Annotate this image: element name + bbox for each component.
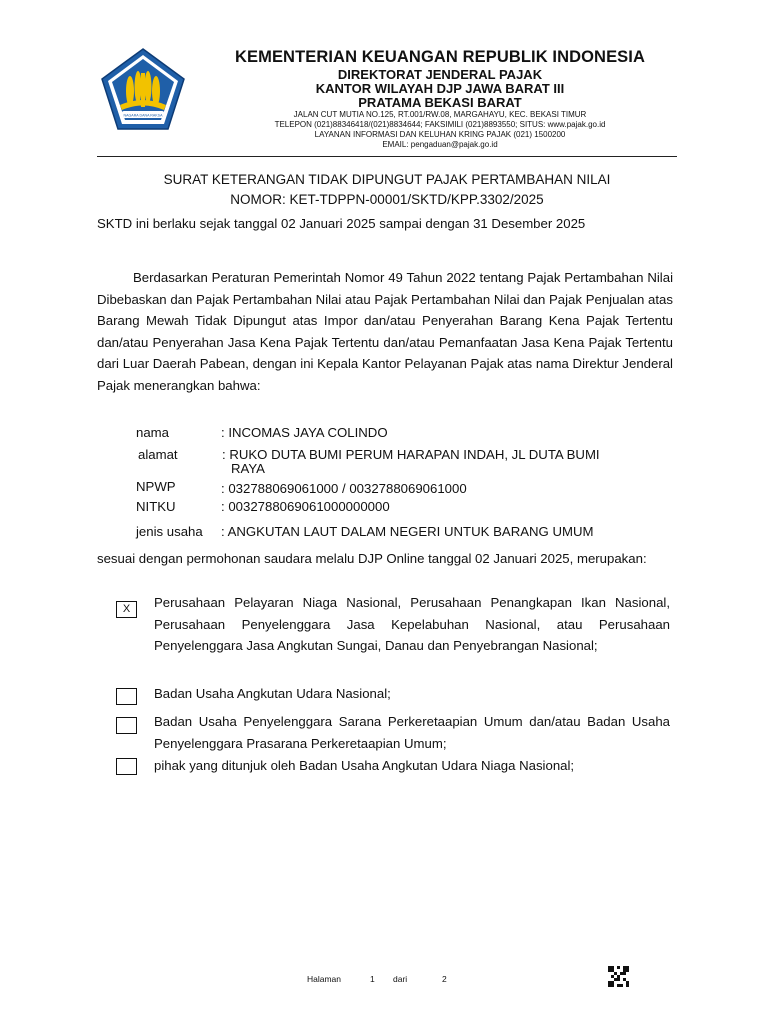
footer-page-label: Halaman: [307, 974, 342, 984]
footer-page-total: 2: [442, 974, 447, 984]
footer-page-number: 1: [370, 974, 375, 984]
option-checkbox-4[interactable]: [116, 758, 137, 775]
alamat-value: : RUKO DUTA BUMI PERUM HARAPAN INDAH, JL DUTA BUMI: [222, 447, 600, 462]
alamat-label: alamat: [138, 447, 178, 462]
ministry-logo: [100, 47, 186, 133]
header-divider: [97, 156, 677, 157]
header-regional-office: KANTOR WILAYAH DJP JAWA BARAT III: [315, 81, 565, 96]
alamat-value-line2: RAYA: [231, 461, 265, 476]
option-text-3: Badan Usaha Penyelenggara Sarana Perkeretaapian Umum dan/atau Badan Usaha Penyelenggara Prasarana Perkeretaapian Umum;: [154, 714, 670, 751]
nama-value: : INCOMAS JAYA COLINDO: [221, 425, 388, 440]
request-text: sesuai dengan permohonan saudara melalu DJP Online tanggal 02 Januari 2025, merupakan:: [97, 551, 647, 566]
nitku-label: NITKU: [136, 499, 176, 514]
header-address: JALAN CUT MUTIA NO.125, RT.001/RW.08, MARGAHAYU, KEC. BEKASI TIMUR: [293, 110, 587, 119]
option-checkbox-2[interactable]: [116, 688, 137, 705]
option-checkbox-3[interactable]: [116, 717, 137, 734]
jenis-usaha-label: jenis usaha: [136, 524, 203, 539]
legal-basis-paragraph: Berdasarkan Peraturan Pemerintah Nomor 49 Tahun 2022 tentang Pajak Pertambahan Nilai Dibebaskan dan Pajak Pertambahan Nilai atau Pajak Pertambahan Nilai dan Pajak Penjualan atas Barang Mewah Tidak Dipungut atas Impor dan/atau Penyerahan Barang Kena Pajak Tertentu dan/atau Penyerahan Jasa Kena Pajak Tertentu dan/atau Pemanfaatan Jasa Kena Pajak Tertentu dari Luar Daerah Pabean, dengan ini Kepala Kantor Pelayanan Pajak atas nama Direktur Jenderal Pajak menerangkan bahwa:: [97, 270, 673, 393]
header-info: LAYANAN INFORMASI DAN KELUHAN KRING PAJAK (021) 1500200: [314, 130, 566, 139]
option-text-4: pihak yang ditunjuk oleh Badan Usaha Angkutan Udara Niaga Nasional;: [154, 758, 575, 773]
validity-text: SKTD ini berlaku sejak tanggal 02 Januari 2025 sampai dengan 31 Desember 2025: [97, 216, 586, 231]
document-title: SURAT KETERANGAN TIDAK DIPUNGUT PAJAK PERTAMBAHAN NILAI: [163, 172, 611, 187]
jenis-usaha-value: : ANGKUTAN LAUT DALAM NEGERI UNTUK BARANG UMUM: [221, 524, 594, 539]
document-number: NOMOR: KET-TDPPN-00001/SKTD/KPP.3302/2025: [230, 192, 544, 207]
logo-motto: NAGARA DANA RAKSA: [123, 113, 163, 118]
option-checkbox-1[interactable]: X: [116, 601, 137, 618]
qr-code-icon: [608, 966, 629, 987]
npwp-label: NPWP: [136, 479, 176, 494]
header-email: EMAIL: pengaduan@pajak.go.id: [382, 140, 498, 149]
option-text-1: Perusahaan Pelayaran Niaga Nasional, Perusahaan Penangkapan Ikan Nasional, Perusahaan Penyelenggara Jasa Kepelabuhan Nasional, atau Perusahaan Penyelenggara Jasa Angkutan Sungai, Danau dan Penyebrangan Nasional;: [154, 595, 670, 654]
nama-label: nama: [136, 425, 169, 440]
header-phone: TELEPON (021)88346418/(021)8834644; FAKSIMILI (021)8893550; SITUS: www.pajak.go.id: [274, 120, 606, 129]
header-ministry: KEMENTERIAN KEUANGAN REPUBLIK INDONESIA: [234, 48, 645, 66]
header-directorate: DIREKTORAT JENDERAL PAJAK: [337, 67, 543, 82]
header-tax-office: PRATAMA BEKASI BARAT: [358, 95, 522, 110]
npwp-value: : 032788069061000 / 0032788069061000: [221, 481, 467, 496]
nitku-value: : 0032788069061000000000: [221, 499, 390, 514]
option-text-2: Badan Usaha Angkutan Udara Nasional;: [154, 686, 391, 701]
footer-of-label: dari: [393, 974, 408, 984]
